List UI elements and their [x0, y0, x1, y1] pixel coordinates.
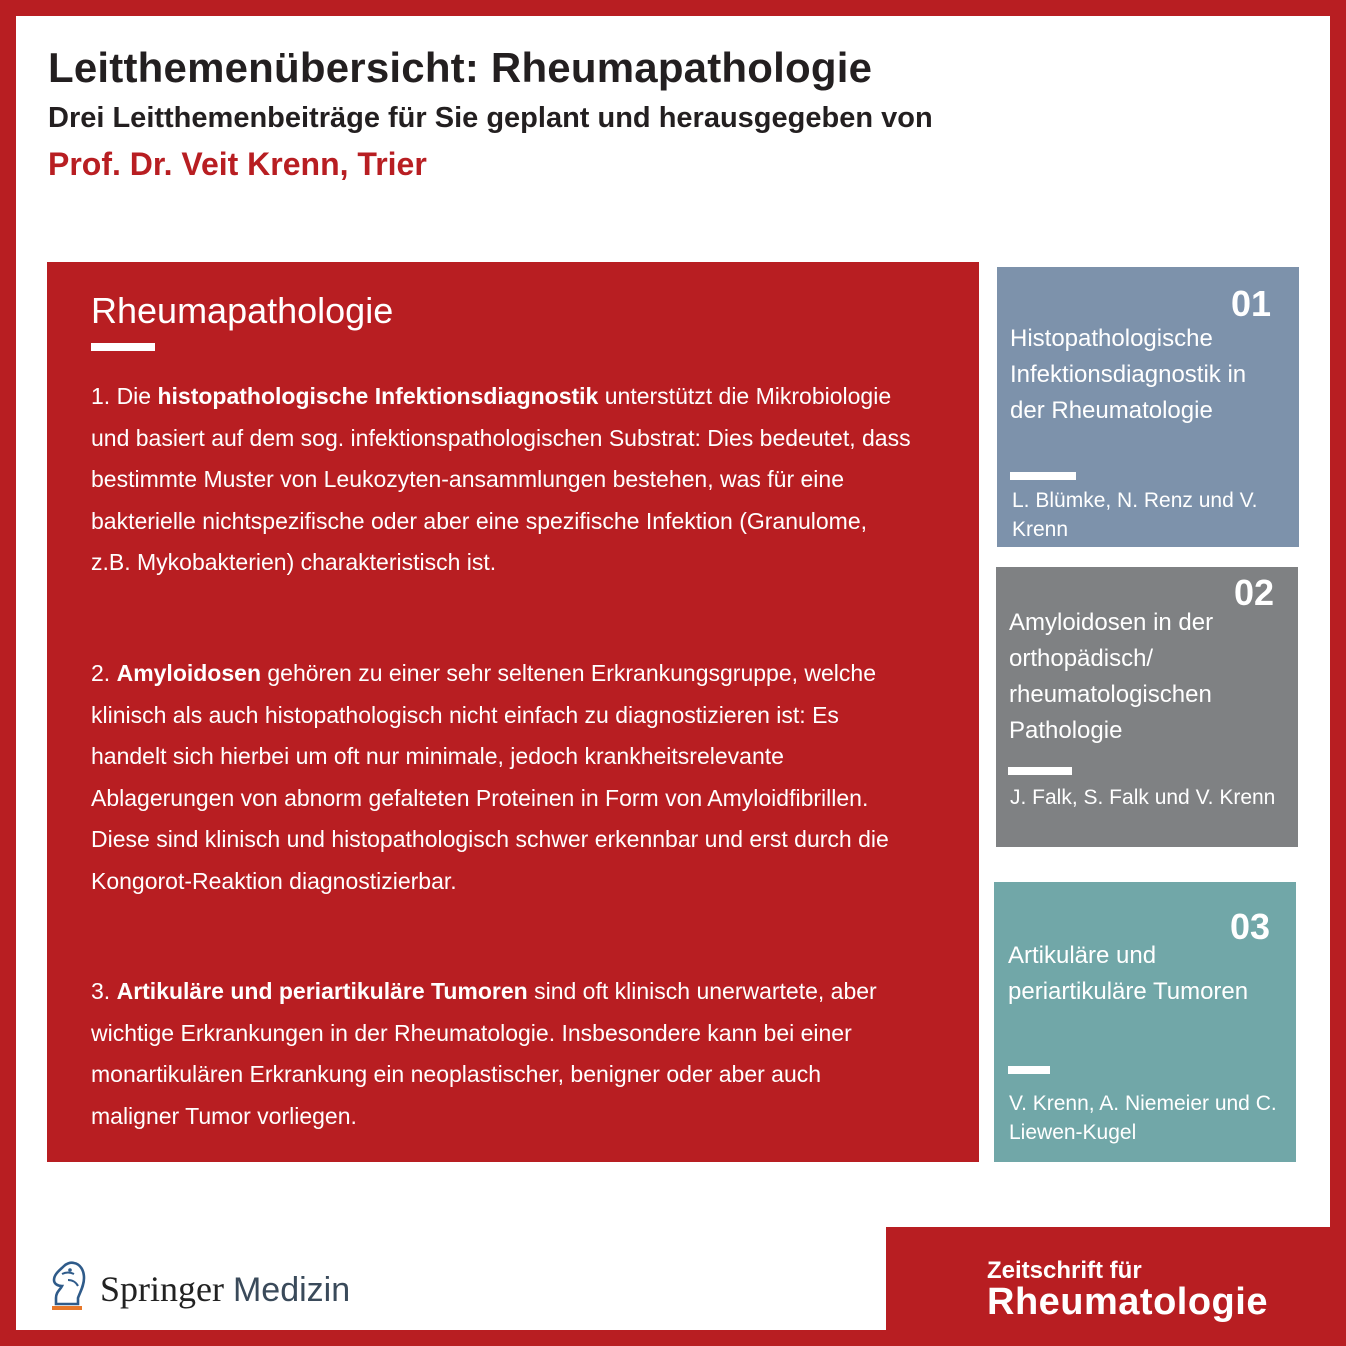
journal-title: Rheumatologie: [987, 1281, 1268, 1323]
article-authors: J. Falk, S. Falk und V. Krenn: [1010, 786, 1276, 809]
article-divider: [1010, 472, 1076, 480]
article-title: Artikuläre und periartikuläre Tumoren: [1008, 942, 1249, 1005]
page-title: Leitthemenübersicht: Rheumapathologie: [48, 44, 873, 91]
article-title: Histopathologische Infektionsdiagnostik in der Rheumatologie: [1010, 325, 1247, 424]
page-subtitle: Drei Leitthemenbeiträge für Sie geplant und herausgegeben von: [48, 102, 933, 134]
article-number: 03: [1229, 906, 1270, 947]
paragraph-2: 2. Amyloidosen gehören zu einer sehr seltenen Erkrankungsgruppe, welche klinisch als auch histopathologisch nicht einfach zu diagnostizieren ist: Es handelt sich hierbei um oft nur minimale, jedoch krankheitsrelevante Ablagerungen von abnorm gefalteten Proteinen in Form von Amyloidfibrillen. Diese sind klinisch und histopathologisch schwer erkennbar und erst durch die Kongorot-Reaktion diagnostizierbar.: [91, 660, 889, 894]
journal-subtitle: Zeitschrift für: [987, 1257, 1142, 1284]
journal-badge: [886, 1227, 1346, 1346]
article-card-03[interactable]: [994, 882, 1296, 1162]
main-topic-panel: [47, 262, 979, 1162]
springer-medizin-logo: [48, 1260, 388, 1320]
paragraph-2-keyword: Amyloidosen: [116, 660, 261, 686]
paragraph-1-keyword: histopathologische Infektionsdiagnostik: [157, 383, 599, 409]
main-heading: Rheumapathologie: [91, 290, 394, 331]
article-authors: V. Krenn, A. Niemeier und C. Liewen-Kugel: [1009, 1092, 1277, 1144]
heading-divider: [91, 343, 155, 351]
article-authors: L. Blümke, N. Renz und V. Krenn: [1012, 489, 1258, 541]
article-card-02[interactable]: [996, 567, 1298, 847]
editor-name: Prof. Dr. Veit Krenn, Trier: [48, 146, 427, 182]
paragraph-3: 3. Artikuläre und periartikuläre Tumoren sind oft klinisch unerwartete, aber wichtige Erkrankungen in der Rheumatologie. Insbesondere kann bei einer monartikulären Erkrankung ein neoplastischer, benigner oder aber auch maligner Tumor vorliegen.: [91, 978, 877, 1129]
chess-knight-icon: [48, 1260, 90, 1312]
logo-wordmark: [100, 1268, 350, 1310]
paragraph-3-keyword: Artikuläre und periartikuläre Tumoren: [116, 978, 528, 1004]
article-number: 01: [1230, 283, 1271, 324]
paragraph-1: 1. Die histopathologische Infektionsdiagnostik unterstützt die Mikrobiologie und basiert auf dem sog. infektionspathologischen Substrat: Dies bedeutet, dass bestimmte Muster von Leukozyten-ansammlungen bestehen, was für eine bakterielle nichtspezifische oder aber eine spezifische Infektion (Granulome, z.B. Mykobakterien) charakteristisch ist.: [91, 383, 911, 575]
article-divider: [1008, 767, 1072, 775]
article-title: Amyloidosen in der orthopädisch/ rheumatologischen Pathologie: [1009, 609, 1214, 744]
article-card-01[interactable]: [997, 267, 1299, 547]
logo-springer-text: Springer: [100, 1269, 224, 1309]
article-divider: [1008, 1066, 1050, 1074]
logo-medizin-text: Medizin: [232, 1271, 351, 1309]
article-number: 02: [1233, 572, 1274, 613]
